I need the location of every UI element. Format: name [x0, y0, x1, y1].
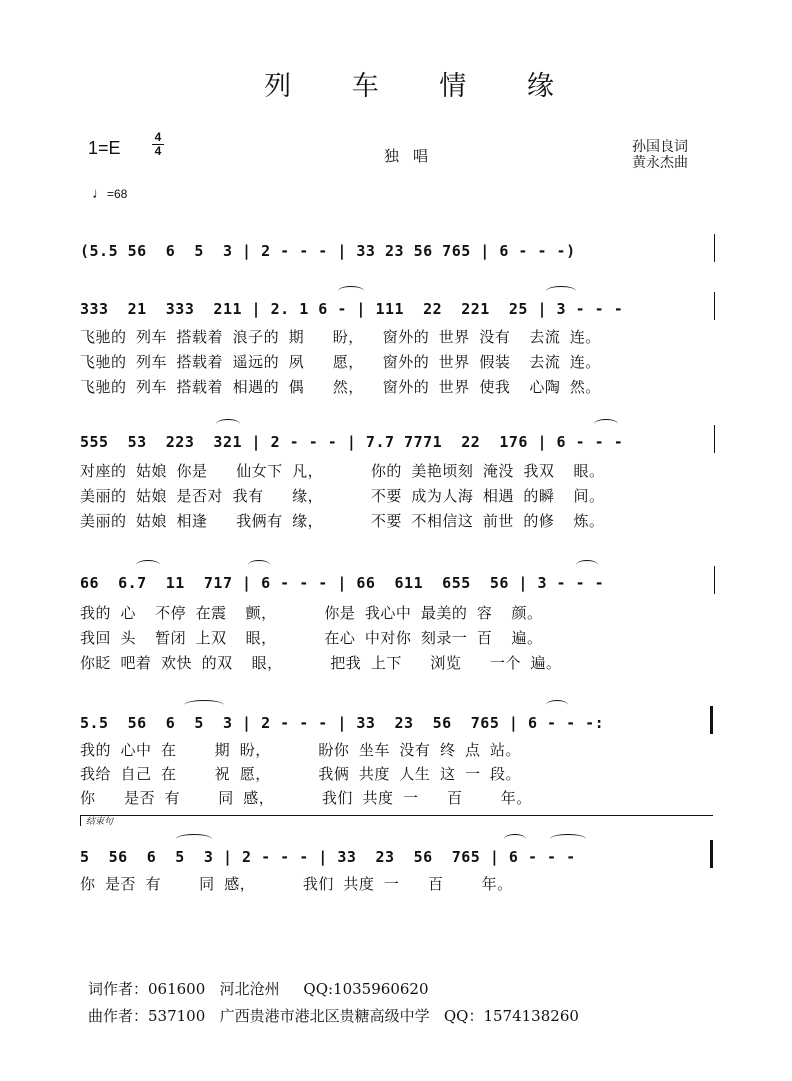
barline — [714, 566, 715, 594]
final-barline — [710, 840, 713, 868]
lyric-verse-2: 我回 头 暂闭 上双 眼， 在心 中对你 刻录一 百 遍。 — [80, 629, 543, 647]
lyric-verse-3: 你眨 吧着 欢快 的双 眼， 把我 上下 浏览 一个 遍。 — [80, 654, 562, 672]
lyricist: 孙国良词 — [632, 139, 688, 155]
barline — [714, 292, 715, 320]
notes: (5.5 56 6 5 3 | 2 - - - | 33 23 56 765 | 6 - - -) — [80, 242, 576, 260]
slur — [594, 419, 618, 429]
music-line-3 — [80, 566, 720, 606]
lyric-verse-1: 我的 心中 在 期 盼， 盼你 坐车 没有 终 点 站。 — [80, 741, 522, 759]
slur — [504, 834, 526, 844]
lyric-verse-3: 美丽的 姑娘 相逢 我俩有 缘， 不要 不相信这 前世 的修 炼。 — [80, 512, 605, 530]
time-signature — [151, 131, 165, 158]
footer-composer-info: 曲作者：537100 广西贵港市港北区贵糖高级中学 QQ：1574138260 — [88, 1007, 579, 1025]
notes: 5 56 6 5 3 | 2 - - - | 33 23 56 765 | 6 - - - — [80, 848, 576, 866]
music-line-2 — [80, 425, 720, 465]
slur — [136, 560, 160, 570]
lyric-verse-3: 你 是否 有 同 感， 我们 共度 一 百 年。 — [80, 789, 532, 807]
lyric-ending: 你 是否 有 同 感， 我们 共度 一 百 年。 — [80, 875, 513, 893]
lyric-verse-2: 美丽的 姑娘 是否对 我有 缘， 不要 成为人海 相遇 的瞬 间。 — [80, 487, 605, 505]
notes: 5.5 56 6 5 3 | 2 - - - | 33 23 56 765 | 6 - - -: — [80, 714, 605, 732]
barline — [714, 234, 715, 262]
tempo-value: =68 — [107, 187, 128, 201]
notes: 66 6.7 11 717 | 6 - - - | 66 611 655 56 | 3 - - - — [80, 574, 605, 592]
tempo-marking — [92, 185, 127, 202]
slur — [546, 286, 576, 296]
notes: 555 53 223 321 | 2 - - - | 7.7 7771 22 176 | 6 - - - — [80, 433, 624, 451]
slur — [216, 419, 240, 429]
slur — [184, 700, 224, 710]
barline — [714, 425, 715, 453]
slur — [338, 286, 364, 296]
slur — [546, 700, 568, 710]
slur — [176, 834, 212, 844]
lyric-verse-1: 我的 心 不停 在震 颤， 你是 我心中 最美的 容 颜。 — [80, 604, 543, 622]
repeat-barline — [710, 706, 713, 734]
credits — [632, 139, 688, 171]
lyric-verse-1: 对座的 姑娘 你是 仙女下 凡， 你的 美艳顷刻 淹没 我双 眼。 — [80, 462, 605, 480]
lyric-verse-3: 飞驰的 列车 搭载着 相遇的 偶 然， 窗外的 世界 使我 心陶 然。 — [80, 378, 601, 396]
slur — [576, 560, 598, 570]
meter-top: 4 — [154, 130, 162, 144]
lyric-verse-2: 飞驰的 列车 搭载着 遥远的 夙 愿， 窗外的 世界 假装 去流 连。 — [80, 353, 601, 371]
ending-bracket — [80, 815, 713, 826]
lyric-verse-2: 我给 自己 在 祝 愿， 我俩 共度 人生 这 一 段。 — [80, 765, 522, 783]
performance-type: 独唱 — [384, 147, 443, 165]
quarter-note-icon: ♩ — [92, 185, 107, 202]
footer-lyricist-info: 词作者：061600 河北沧州 QQ:1035960620 — [88, 980, 429, 998]
page-title: 列 车 情 缘 — [264, 71, 580, 102]
music-line-intro — [80, 234, 720, 274]
meter-bottom: 4 — [154, 144, 162, 158]
key-signature: 1=E — [88, 138, 121, 158]
ending-label: 结束句 — [86, 817, 114, 827]
slur — [248, 560, 270, 570]
notes: 333 21 333 211 | 2. 1 6 - | 111 22 221 25 | 3 - - - — [80, 300, 624, 318]
composer: 黄永杰曲 — [632, 155, 688, 171]
lyric-verse-1: 飞驰的 列车 搭载着 浪子的 期 盼， 窗外的 世界 没有 去流 连。 — [80, 328, 601, 346]
slur — [550, 834, 586, 844]
